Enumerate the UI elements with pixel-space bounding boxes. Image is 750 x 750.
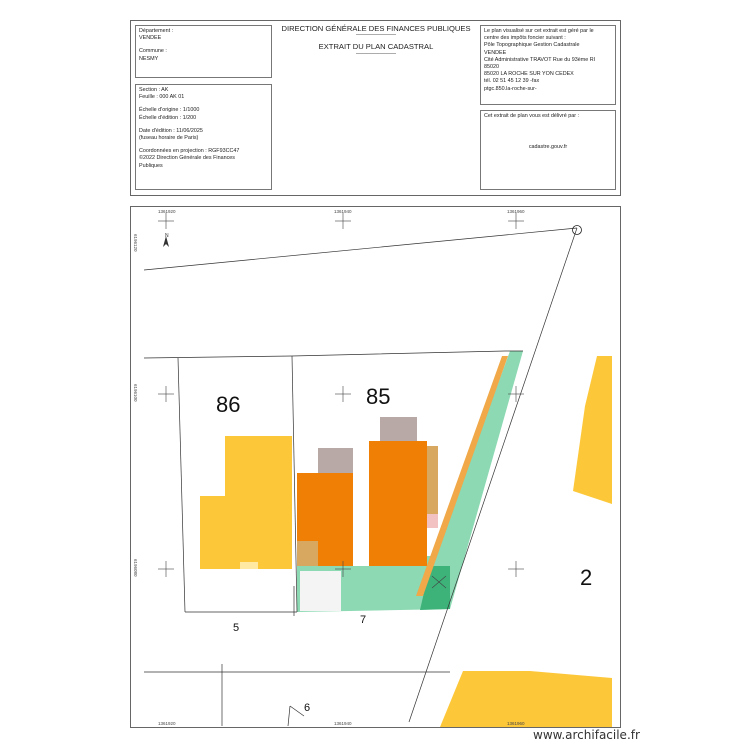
delivery-title: Cet extrait de plan vous est délivré par :	[484, 113, 579, 119]
building-86	[200, 436, 292, 569]
department-value: VENDEE	[139, 35, 162, 42]
parcel-lines	[144, 228, 577, 726]
service-line: centre des impôts foncier suivant :	[484, 35, 566, 42]
date-edition-text: Date d'édition : 11/06/2025	[139, 127, 203, 134]
pink-block	[427, 514, 438, 528]
parcel-number-2: 2	[580, 565, 593, 590]
location-panel	[135, 25, 272, 78]
coord-top: 1361960	[507, 209, 525, 214]
service-line: 85020	[484, 64, 499, 71]
delivery-site-link[interactable]: cadastre.gouv.fr	[528, 144, 568, 150]
parcel-number-5: 5	[233, 622, 240, 634]
grey-block-2	[380, 417, 417, 441]
coord-bottom: 1361940	[334, 721, 352, 726]
pale-yellow-block	[240, 562, 258, 569]
section-text: Section : AK	[139, 87, 169, 93]
commune-label: Commune :	[139, 48, 167, 55]
service-panel	[480, 25, 616, 105]
coord-left: 6196100	[133, 384, 138, 402]
direction-title: DIRECTION GÉNÉRALE DES FINANCES PUBLIQUES	[281, 24, 471, 33]
commune-value: NESMY	[139, 55, 159, 62]
coord-bottom: 1361920	[158, 721, 176, 726]
service-line: Pôle Topographique Gestion Cadastrale	[484, 42, 580, 49]
parcel-number-85: 85	[366, 384, 391, 409]
copyright-text-2: Publiques	[139, 162, 163, 169]
extract-title: EXTRAIT DU PLAN CADASTRAL	[318, 42, 434, 51]
building-orange-2	[369, 441, 427, 566]
parcel-number-86: 86	[216, 392, 241, 417]
coord-top: 1361940	[334, 209, 352, 214]
coord-left: 6196120	[133, 234, 138, 252]
cadastral-map	[130, 206, 621, 728]
coord-bottom: 1361960	[507, 721, 525, 726]
title-separator-2: --------------------	[356, 51, 396, 57]
tan-block-1	[297, 541, 318, 566]
watermark: www.archifacile.fr	[533, 728, 640, 742]
service-line: 85020 LA ROCHE SUR YON CEDEX	[484, 71, 574, 78]
service-line: tél. 02 51 45 12 39 -fax	[484, 78, 540, 85]
coord-left: 6196080	[133, 559, 138, 577]
department-label: Département :	[139, 28, 174, 34]
service-line: Cité Administrative TRAVOT Rue du 93ème RI	[484, 56, 596, 63]
parcel-number-7: 7	[360, 614, 367, 626]
copyright-text: ©2022 Direction Générale des Finances	[139, 155, 235, 162]
delivery-panel	[480, 110, 616, 190]
projection-text: Coordonnées en projection : RGF93CC47	[139, 148, 240, 155]
service-line: ptgc.850.la-roche-sur-	[484, 85, 537, 92]
feuille-text: Feuille : 000 AK 01	[139, 94, 185, 101]
timezone-text: (fuseau horaire de Paris)	[139, 135, 199, 142]
survey-marker	[573, 226, 582, 235]
building-east	[573, 356, 612, 504]
grey-block-1	[318, 448, 353, 473]
title-separator: --------------------	[356, 32, 396, 38]
sheet-info-panel	[135, 84, 272, 190]
building-south	[440, 671, 612, 727]
north-label: N	[165, 233, 169, 239]
service-line: Le plan visualisé sur cet extrait est géré par le	[484, 28, 594, 34]
service-line: VENDEE	[484, 49, 507, 56]
white-court	[300, 571, 341, 611]
coord-top: 1361920	[158, 209, 176, 214]
tan-block-2	[427, 446, 438, 514]
parcel-number-6: 6	[304, 702, 311, 714]
scale-edition-text: Échelle d'édition : 1/200	[139, 114, 197, 121]
scale-origin-text: Échelle d'origine : 1/1000	[139, 107, 200, 114]
